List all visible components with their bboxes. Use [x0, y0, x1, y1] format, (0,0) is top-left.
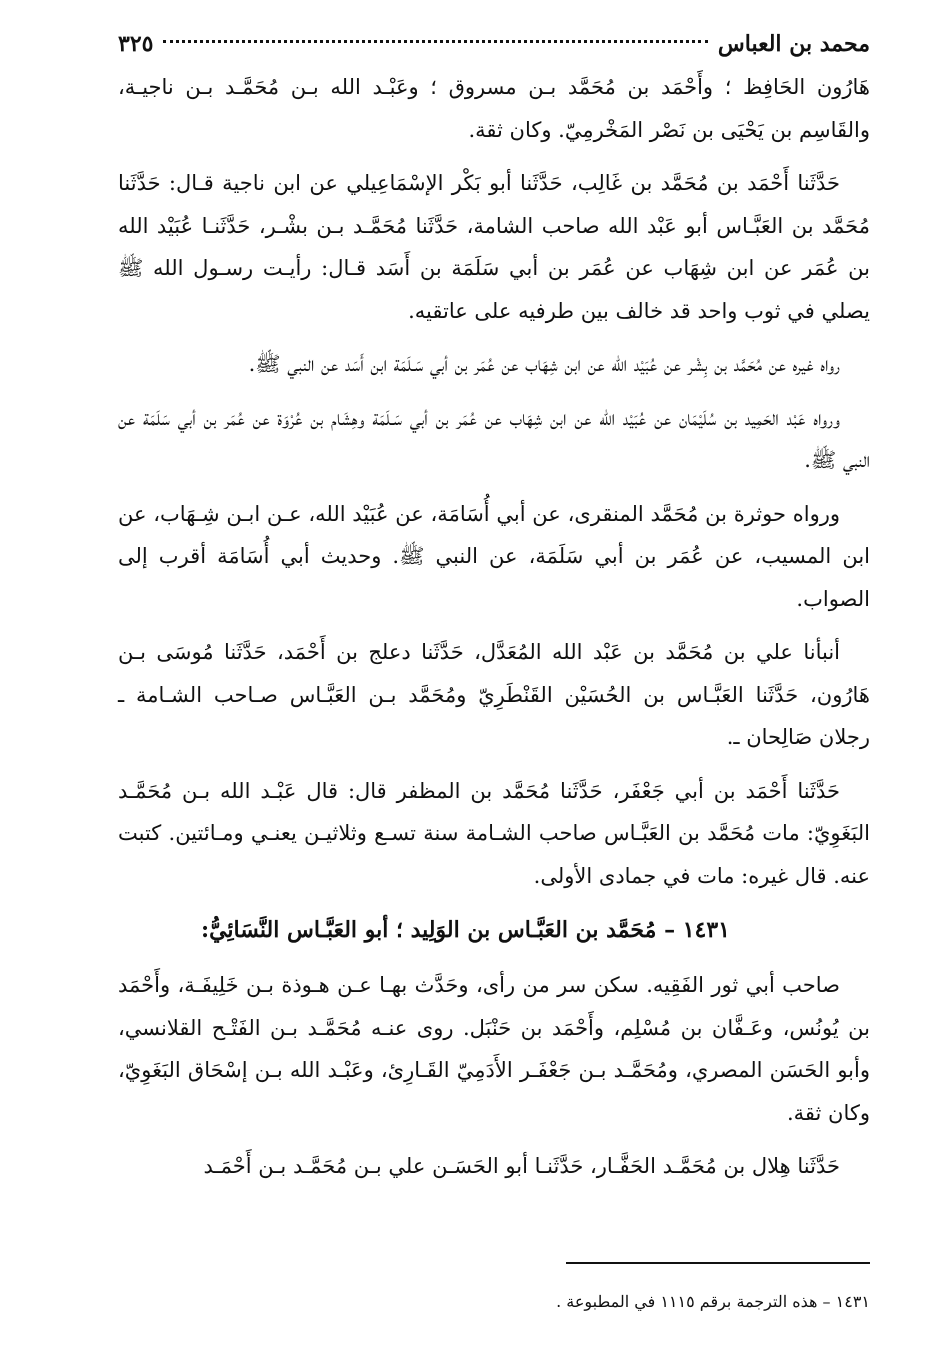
page: [118, 22, 870, 1199]
running-head: [118, 22, 870, 66]
entry-dash: –: [664, 917, 676, 943]
paragraph: حَدَّثَنا أَحْمَد بن مُحَمَّد بن غَالِب، حَدَّثَنا أبو بَكْر الإسْمَاعِيلي عن ابن ناجية قـال: حَدَّثَنا مُحَمَّد بن العَبَّـاس أبو عَبْد الله صاحب الشامة، حَدَّثَنا مُحَمَّـد بـن بشْـر، حَدَّثَنـا عُبَيْد الله بن عُمَر عن ابن شِهَاب عن عُمَر بن أبي سَلَمَة بن أَسَد قـال: رأيـت رسـول الله ﷺ يصلي في ثوب واحد قد خالف بين طرفيه على عاتقيه.: [118, 171, 870, 323]
paragraph: أنبأنا علي بن مُحَمَّد بن عَبْد الله المُعَدَّل، حَدَّثَنا دعلج بن أَحْمَد، حَدَّثَنا مُوسَى بـن هَارُون، حَدَّثَنا العَبَّـاس بن الحُسَيْن القَنْطَرِيّ ومُحَمَّد بـن العَبَّـاس صـاحب الشـامة ـ رجلان صَالِحان ـ.: [118, 640, 870, 749]
paragraph: رواه غيره عن مُحَمَّد بن بِشْر عن عُبَيْد الله عن ابن شِهَاب عن عُمَر بن أبي سَـلَمَة ابن أَسَد عن النبي ﷺ.: [248, 352, 840, 376]
running-head-title: محمد بن العباس: [717, 31, 870, 57]
paragraph: هَارُون الحَافِظ ؛ وأَحْمَد بن مُحَمَّد بـن مسروق ؛ وعَبْـد الله بـن مُحَمَّـد بـن ناجيـة، والقَاسِم بن يَحْيَى بن نَصْر المَخْرمِيّ. وكان ثقة.: [118, 75, 870, 142]
entry-title: مُحَمَّد بن العَبَّـاس بن الوَلِيد ؛ أبو العَبَّـاس النَّسَائِيُّ:: [200, 917, 657, 943]
paragraph: حَدَّثَنا هِلال بن مُحَمَّـد الحَفَّـار، حَدَّثَنـا أبو الحَسَـن علي بـن مُحَمَّـد بـن أَحْمَـد: [203, 1154, 840, 1178]
page-number: ٣٢٥: [118, 31, 154, 57]
dotted-leader: [163, 40, 707, 43]
footnote: ١٤٣١ – هذه الترجمة برقم ١١١٥ في المطبوعة .: [556, 1292, 870, 1311]
entry-heading: [118, 908, 870, 952]
body-text: [118, 66, 870, 1188]
paragraph: صاحب أبي ثور الفَقِيه. سكن سر من رأى، وحَدَّث بهـا عـن هـوذة بـن خَلِيفَـة، وأَحْمَد بن يُونُس، وعَـفَّان بن مُسْلِم، وأَحْمَد بن حَنْبَل. روى عنـه مُحَمَّـد بـن الفَتْـح القلانسي، وأبو الحَسَن المصري، ومُحَمَّـد بـن جَعْفَـر الأَدَمِيّ القَـارِئ، وعَبْـد الله بـن إسْحَاق البَغَوِيّ، وكان ثقة.: [118, 973, 870, 1125]
paragraph: حَدَّثَنا أَحْمَد بن أبي جَعْفَر، حَدَّثَنا مُحَمَّد بن المظفر قال: قال عَبْـد الله بـن مُحَمَّـد البَغَوِيّ: مات مُحَمَّد بن العَبَّـاس صاحب الشـامة سنة تسـع وثلاثيـن يعنـي ومـائتين. كتبت عنه. قال غيره: مات في جمادى الأولى.: [118, 778, 870, 888]
paragraph: ورواه حوثرة بن مُحَمَّد المنقرى، عن أبي أُسَامَة، عن عُبَيْد الله، عـن ابـن شِـهَاب، عن ابن المسيب، عن عُمَر بن أبي سَلَمَة، عن النبي ﷺ. وحديث أبي أُسَامَة أقرب إلى الصواب.: [118, 501, 870, 611]
paragraph: ورواه عَبْد الحَمِيد بن سُلَيْمَان عن عُبَيْد الله عن ابن شِهَاب عن عُمَر بن أبي سَـلَمَة وهِشَام بن عُرْوَة عن عُمَر بن أبي سَلَمَة عن النبي ﷺ.: [118, 405, 870, 472]
entry-number: ١٤٣١: [682, 917, 730, 943]
footnote-rule: [566, 1262, 870, 1264]
